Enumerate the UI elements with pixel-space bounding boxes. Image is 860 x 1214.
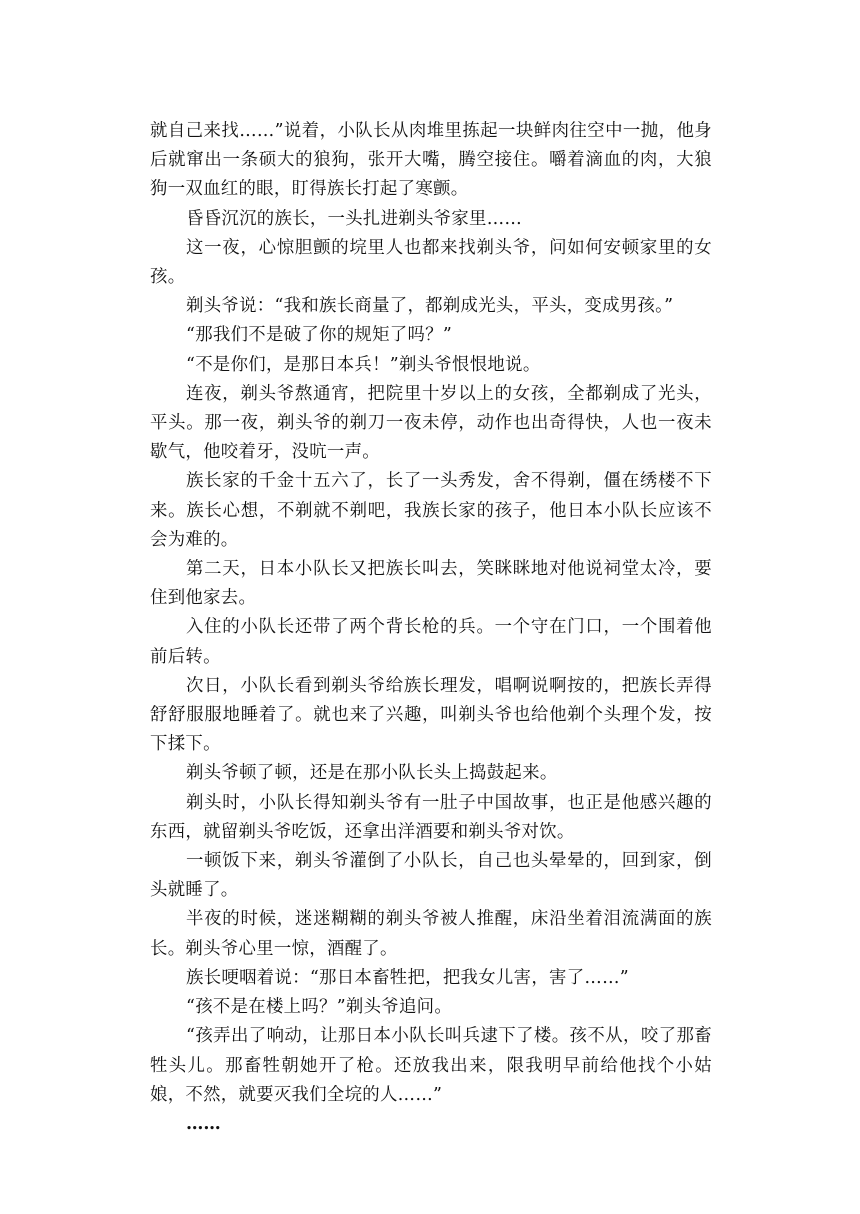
paragraph: 族长哽咽着说：“那日本畜牲把，把我女儿害，害了……”	[186, 967, 629, 988]
document-body	[150, 117, 712, 1139]
paragraph: “孩不是在楼上吗？”剃头爷追问。	[186, 997, 453, 1018]
paragraph: 半夜的时候，迷迷糊糊的剃头爷被人推醒，床沿坐着泪流满面的族长。剃头爷心里一惊，酒醒了。	[150, 909, 712, 959]
paragraph: 一顿饭下来，剃头爷灌倒了小队长，自己也头晕晕的，回到家，倒头就睡了。	[150, 851, 712, 901]
paragraph: 次日，小队长看到剃头爷给族长理发，唱啊说啊按的，把族长弄得舒舒服服地睡着了。就也来了兴趣，叫剃头爷也给他剃个头理个发，按下揉下。	[150, 675, 712, 755]
paragraph: 剃头爷说：“我和族长商量了，都剃成光头，平头，变成男孩。”	[186, 296, 674, 317]
paragraph: 第二天，日本小队长又把族长叫去，笑眯眯地对他说祠堂太冷，要住到他家去。	[150, 559, 712, 609]
paragraph: “那我们不是破了你的规矩了吗？”	[186, 325, 453, 346]
paragraph: 就自己来找……”说着，小队长从肉堆里拣起一块鲜肉往空中一抛，他身后就窜出一条硕大的狼狗，张开大嘴，腾空接住。嚼着滴血的肉，大狼狗一双血红的眼，盯得族长打起了寒颤。	[150, 121, 712, 200]
closing-ellipsis: ……	[186, 1113, 221, 1134]
paragraph: “不是你们，是那日本兵！”剃头爷恨恨地说。	[186, 354, 541, 375]
paragraph: 族长家的千金十五六了，长了一头秀发，舍不得剃，僵在绣楼不下来。族长心想，不剃就不剃吧，我族长家的孩子，他日本小队长应该不会为难的。	[150, 471, 712, 550]
paragraph: 昏昏沉沉的族长，一头扎进剃头爷家里……	[186, 208, 523, 229]
paragraph: 这一夜，心惊胆颤的垸里人也都来找剃头爷，问如何安顿家里的女孩。	[150, 237, 712, 288]
paragraph: “孩弄出了响动，让那日本小队长叫兵逮下了楼。孩不从，咬了那畜牲头儿。那畜牲朝她开了枪。还放我出来，限我明早前给他找个小姑娘，不然，就要灭我们全垸的人……”	[150, 1026, 712, 1105]
paragraph: 剃头时，小队长得知剃头爷有一肚子中国故事，也正是他感兴趣的东西，就留剃头爷吃饭，还拿出洋酒要和剃头爷对饮。	[150, 792, 712, 842]
paragraph: 剃头爷顿了顿，还是在那小队长头上捣鼓起来。	[186, 763, 558, 784]
paragraph: 入住的小队长还带了两个背长枪的兵。一个守在门口，一个围着他前后转。	[150, 617, 712, 667]
paragraph: 连夜，剃头爷熬通宵，把院里十岁以上的女孩，全都剃成了光头，平头。那一夜，剃头爷的剃刀一夜未停，动作也出奇得快，人也一夜未歇气，他咬着牙，没吭一声。	[150, 383, 712, 463]
